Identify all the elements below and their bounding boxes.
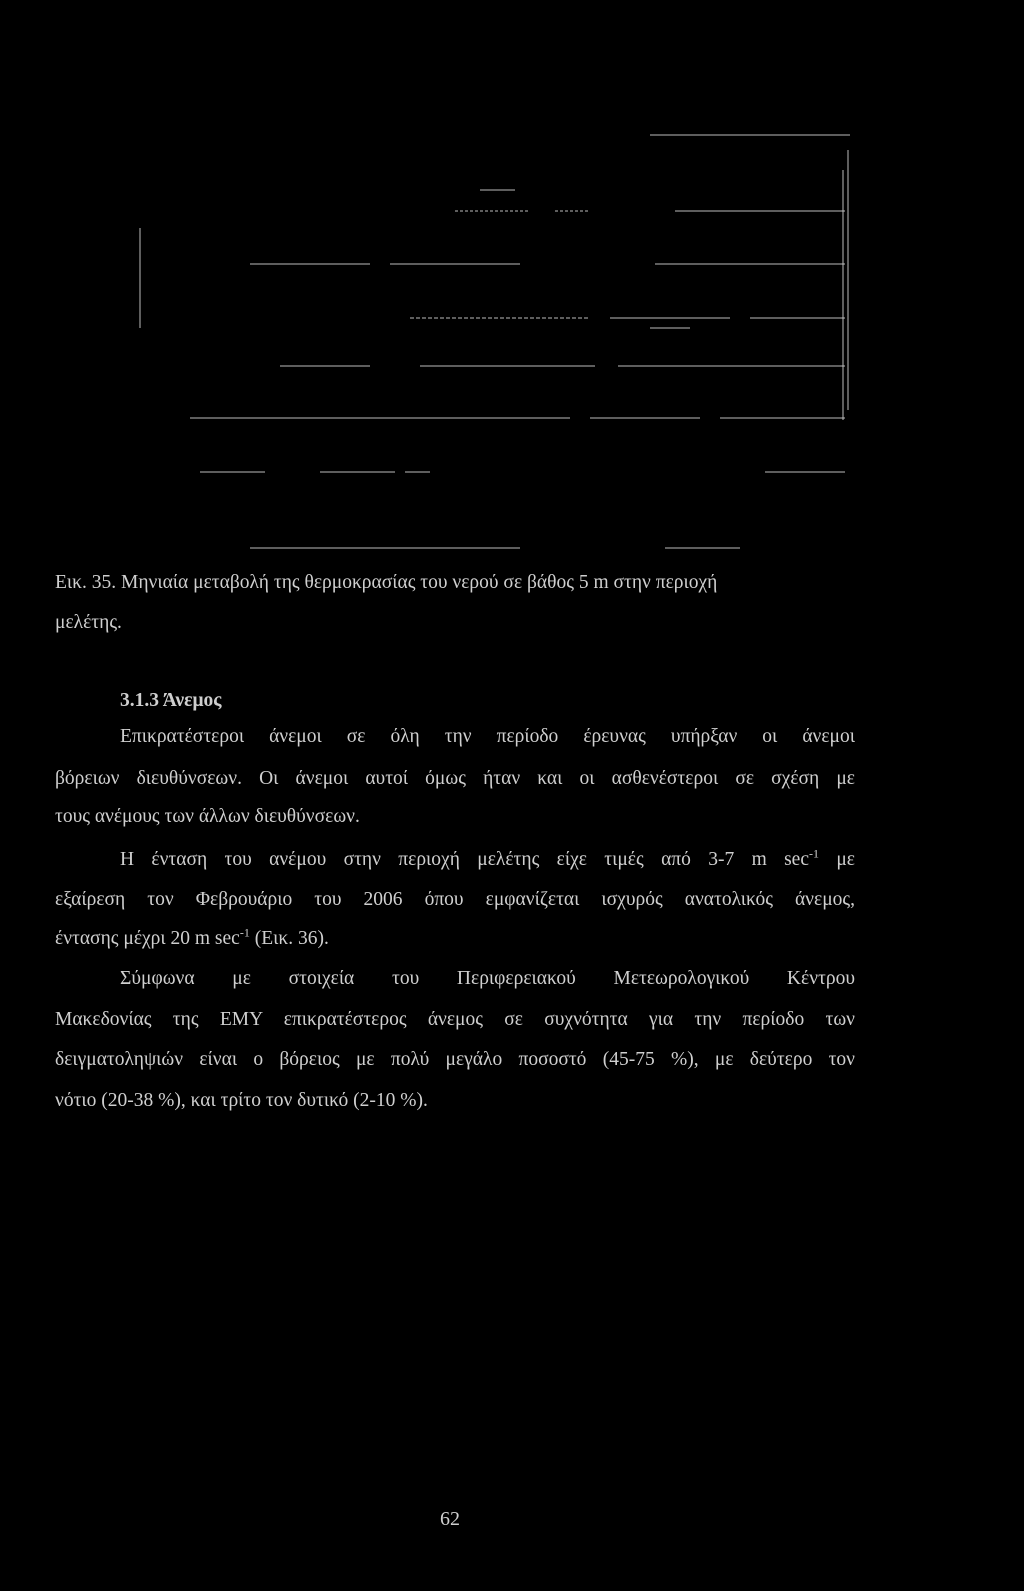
paragraph-line [120,843,855,877]
text-run: έντασης μέχρι 20 m sec [55,928,240,949]
paragraph-line: τους ανέμους των άλλων διευθύνσεων. [55,806,360,827]
figure-caption: Εικ. 35. Μηνιαία μεταβολή της θερμοκρασίας του νερού σε βάθος 5 m στην περιοχή [55,572,718,593]
text-run: (Εικ. 36). [249,928,329,949]
text-run: με [818,849,855,870]
paragraph-line: βόρειων διευθύνσεων. Οι άνεμοι αυτοί όμως ήταν και οι ασθενέστεροι σε σχέση με [55,768,855,789]
superscript: -1 [239,925,250,940]
superscript: -1 [808,846,819,861]
paragraph-line [55,922,855,956]
figure-caption-continued: μελέτης. [55,612,122,633]
figure-remnant [0,0,1024,560]
paragraph-line: δειγματοληψιών είναι ο βόρειος με πολύ μεγάλο ποσοστό (45-75 %), με δεύτερο τον [55,1049,855,1070]
paragraph-line: Σύμφωνα με στοιχεία του Περιφερειακού Μετεωρολογικού Κέντρου [120,968,855,989]
paragraph-line: Επικρατέστεροι άνεμοι σε όλη την περίοδο έρευνας υπήρξαν οι άνεμοι [120,726,855,747]
paragraph-line: Μακεδονίας της ΕΜΥ επικρατέστερος άνεμος σε συχνότητα για την περίοδο των [55,1009,855,1030]
section-heading: 3.1.3 Άνεμος [120,690,222,711]
paragraph-line: νότιο (20-38 %), και τρίτο τον δυτικό (2-10 %). [55,1090,428,1111]
paragraph-line: εξαίρεση τον Φεβρουάριο του 2006 όπου εμφανίζεται ισχυρός ανατολικός άνεμος, [55,889,855,910]
page-number: 62 [440,1508,460,1530]
text-run: Η ένταση του ανέμου στην περιοχή μελέτης είχε τιμές από 3-7 m sec [120,849,809,870]
